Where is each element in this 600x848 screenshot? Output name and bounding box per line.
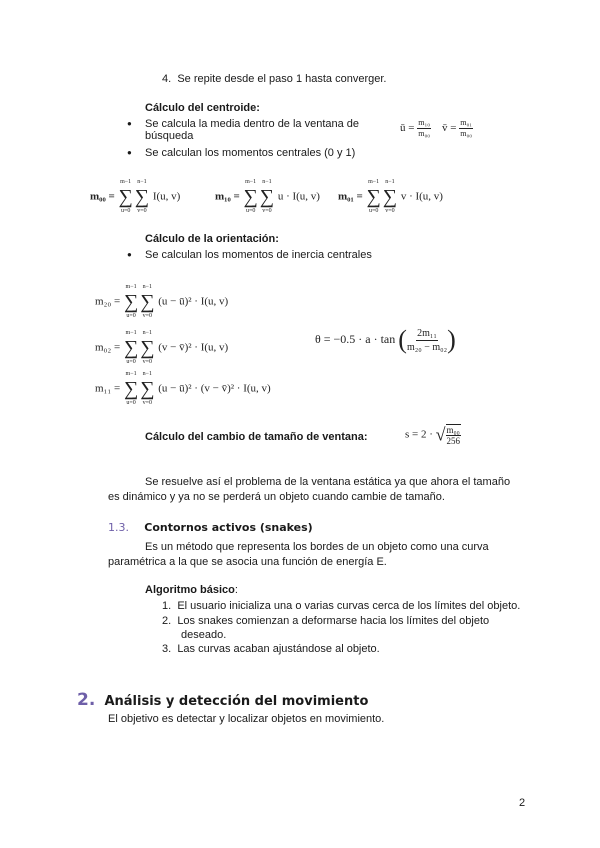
centroid-bullet-1: ● Se calcula la media dentro de la ventana de búsqueda — [145, 118, 359, 142]
equation-m00: m₀₀ = m−1 ∑ u=0 n−1 ∑ v=0 I(u, v) — [90, 179, 181, 214]
step-4: 4. Se repite desde el paso 1 hasta converger. — [162, 73, 387, 85]
algorithm-item-continuation: deseado. — [181, 629, 227, 641]
equation-theta: θ = −0.5 · a · tan ( $\frac{\text{2m₁₁}}{\text{m₂₀ − m₀₂}}$ ) — [315, 325, 456, 354]
resize-heading: Cálculo del cambio de tamaño de ventana: — [145, 431, 368, 443]
algorithm-item: 2. Los snakes comienzan a deformarse hacia los límites del objeto — [162, 615, 490, 627]
section-1-3-line-1: Es un método que representa los bordes de un objeto como una curva — [145, 541, 489, 553]
algorithm-item: 1. El usuario inicializa una o varias curvas cerca de los límites del objeto. — [162, 600, 521, 612]
equation-m02: m₀₂ = m−1 ∑ u=0 n−1 ∑ v=0 (v − v̄)² · I(u, v) — [95, 330, 229, 365]
paragraph-line-1: Se resuelve así el problema de la ventana estática ya que ahora el tamaño — [145, 476, 511, 488]
algorithm-item: 3. Las curvas acaban ajustándose al objeto. — [162, 643, 380, 655]
page-number: 2 — [519, 797, 526, 809]
section-1-3-heading: 1.3. Contornos activos (snakes) — [108, 521, 313, 534]
equation-m20: m₂₀ = m−1 ∑ u=0 n−1 ∑ v=0 (u − ū)² · I(u, v) — [95, 284, 229, 319]
equation-m01: m₀₁ = m−1 ∑ u=0 n−1 ∑ v=0 v · I(u, v) — [338, 179, 443, 214]
equation-s: s = 2 · √ $\frac{\text{m₀₀}}{256}$ — [405, 424, 460, 446]
equation-m10: m₁₀ = m−1 ∑ u=0 n−1 ∑ v=0 u · I(u, v) — [215, 179, 320, 214]
centroid-mean-equations: ū = $\frac{\text{m₁₀}}{\text{m₀₀}}$ v̄ = $\frac{\text{m₀₁}}{\text{m₀₀}}$ — [400, 118, 473, 138]
paragraph-line-2: es dinámico y ya no se perderá un objeto cuando cambie de tamaño. — [108, 491, 445, 503]
centroid-heading: Cálculo del centroide: — [145, 102, 260, 114]
centroid-bullet-2: ● Se calculan los momentos centrales (0 y 1) — [145, 147, 355, 159]
section-2-heading: 2. Análisis y detección del movimiento — [77, 690, 369, 710]
orientation-heading: Cálculo de la orientación: — [145, 233, 279, 245]
equation-m11: m₁₁ = m−1 ∑ u=0 n−1 ∑ v=0 (u − ū)² · (v − v̄)² · I(u, v) — [95, 371, 271, 406]
section-2-text: El objetivo es detectar y localizar objetos en movimiento. — [108, 713, 385, 725]
orientation-bullet: ● Se calculan los momentos de inercia centrales — [145, 249, 372, 261]
algorithm-heading: Algoritmo básico: — [145, 584, 238, 596]
section-1-3-line-2: paramétrica a la que se asocia una función de energía E. — [108, 556, 387, 568]
